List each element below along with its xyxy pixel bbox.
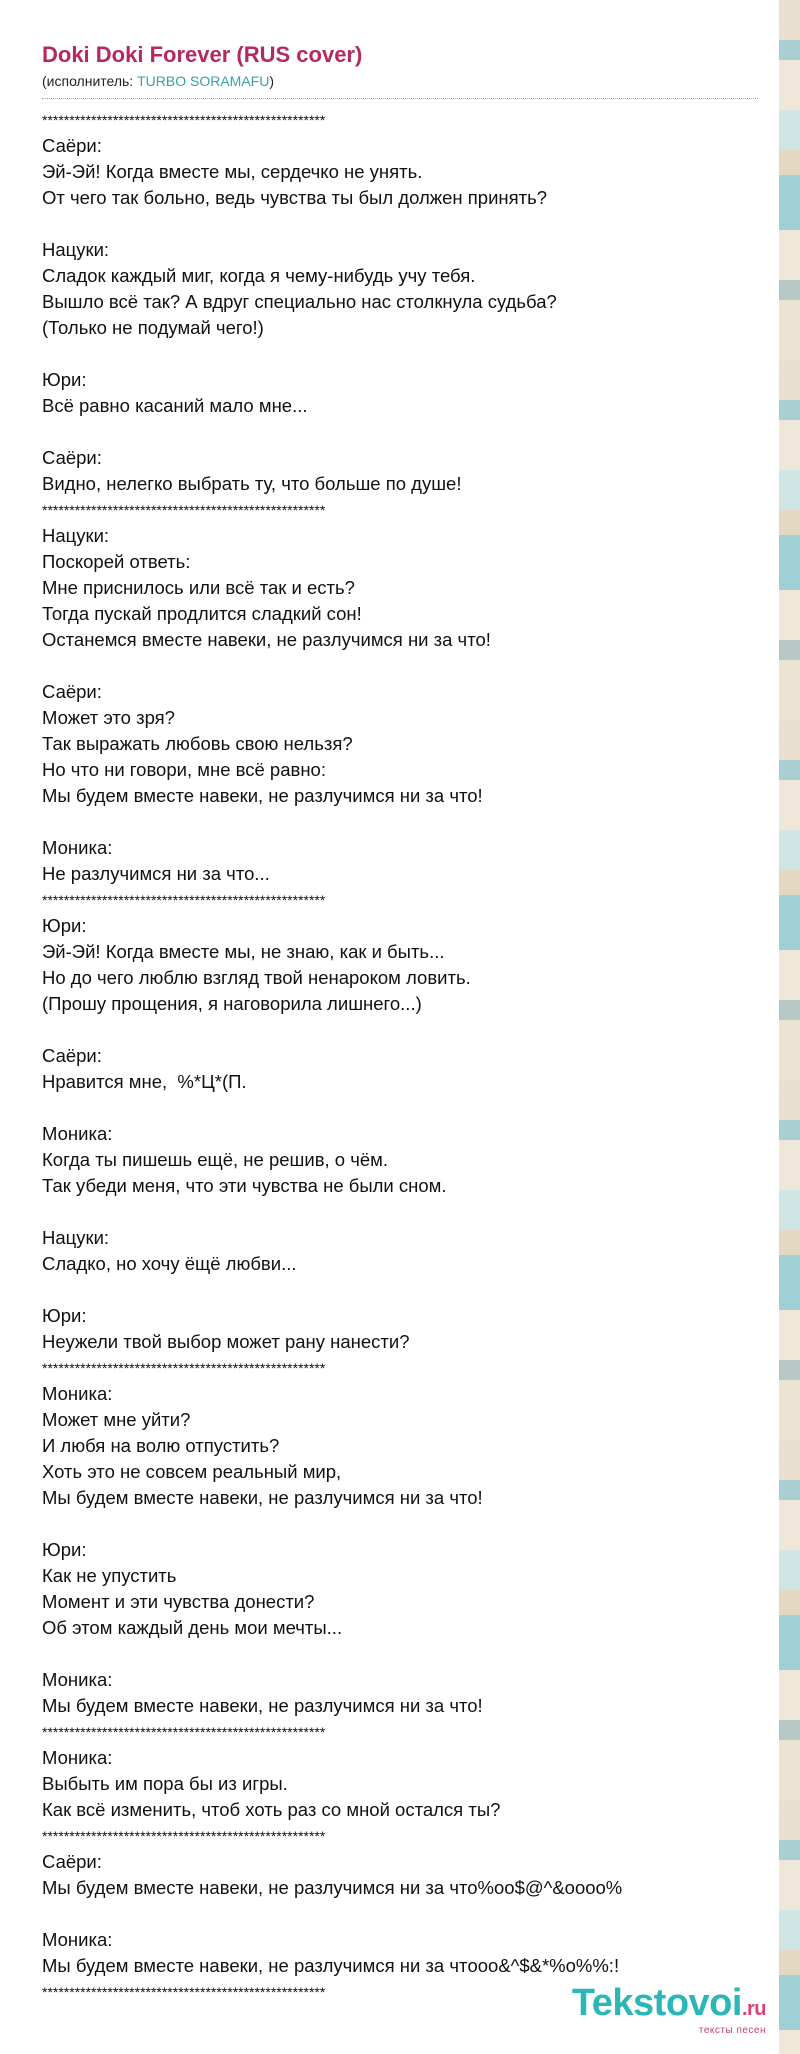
lyric-line: Неужели твой выбор может рану нанести? [42,1331,410,1352]
lyric-line: Как не упустить [42,1565,177,1586]
lyric-line: Нацуки: [42,525,110,546]
lyric-line: Саёри: [42,135,102,156]
artist-prefix: (исполнитель: [42,73,138,89]
lyric-line: Мы будем вместе навеки, не разлучимся ни за что%oo$@^&oooo% [42,1877,623,1898]
lyric-line: Юри: [42,915,87,936]
lyric-line: Моника: [42,1123,113,1144]
artist-line [42,72,779,90]
blank-line [42,1199,779,1225]
blank-line [42,1017,779,1043]
lyric-line: Как всё изменить, чтоб хоть раз со мной остался ты? [42,1799,501,1820]
lyric-line: Моника: [42,1747,113,1768]
lyric-line: Вышло всё так? А вдруг специально нас столкнула судьба? [42,291,557,312]
lyric-line: Нравится мне, %*Ц*(П. [42,1071,247,1092]
blank-line [42,1641,779,1667]
lyric-line: Юри: [42,1305,87,1326]
blank-line [42,1095,779,1121]
separator-line: **************************************************** [42,1724,326,1740]
lyric-line: Сладко, но хочу ёщё любви... [42,1253,297,1274]
lyric-line: Саёри: [42,1851,102,1872]
lyric-line: Нацуки: [42,1227,110,1248]
site-logo[interactable] [572,1983,766,2036]
lyric-line: Тогда пускай продлится сладкий сон! [42,603,362,624]
lyric-line: Моника: [42,1383,113,1404]
lyric-line: Останемся вместе навеки, не разлучимся ни за что! [42,629,491,650]
lyric-line: Мне приснилось или всё так и есть? [42,577,355,598]
lyric-line: Момент и эти чувства донести? [42,1591,315,1612]
lyric-line: Поскорей ответь: [42,551,191,572]
lyric-line: (Только не подумай чего!) [42,317,264,338]
separator-line: **************************************************** [42,502,326,518]
lyric-line: Моника: [42,1929,113,1950]
blank-line [42,1901,779,1927]
lyric-line: Мы будем вместе навеки, не разлучимся ни за что! [42,1487,483,1508]
artist-suffix: ) [269,73,274,89]
blank-line [42,211,779,237]
blank-line [42,341,779,367]
lyric-line: Юри: [42,1539,87,1560]
lyrics-text [42,107,779,2005]
lyric-line: Нацуки: [42,239,110,260]
title-divider [42,98,758,99]
lyric-line: Мы будем вместе навеки, не разлучимся ни за что! [42,1695,483,1716]
separator-line: **************************************************** [42,1984,326,2000]
logo-tld-text: .ru [741,1998,766,2020]
lyric-line: Может это зря? [42,707,175,728]
lyric-line: Выбыть им пора бы из игры. [42,1773,288,1794]
lyric-line: Мы будем вместе навеки, не разлучимся ни за чтooo&^$&*%o%%:! [42,1955,620,1976]
lyric-line: Мы будем вместе навеки, не разлучимся ни за что! [42,785,483,806]
separator-line: **************************************************** [42,112,326,128]
lyric-line: От чего так больно, ведь чувства ты был должен принять? [42,187,548,208]
lyric-line: Сладок каждый миг, когда я чему-нибудь учу тебя. [42,265,476,286]
lyric-line: Юри: [42,369,87,390]
lyric-line: Саёри: [42,681,102,702]
blank-line [42,653,779,679]
song-title: Doki Doki Forever (RUS cover) [42,42,363,67]
blank-line [42,1277,779,1303]
lyric-line: Хоть это не совсем реальный мир, [42,1461,342,1482]
separator-line: **************************************************** [42,1360,326,1376]
lyric-line: Когда ты пишешь ещё, не решив, о чём. [42,1149,389,1170]
separator-line: **************************************************** [42,892,326,908]
blank-line [42,1511,779,1537]
lyric-line: Но до чего люблю взгляд твой ненароком ловить. [42,967,471,988]
blank-line [42,419,779,445]
lyric-line: Но что ни говори, мне всё равно: [42,759,326,780]
lyric-line: Саёри: [42,1045,102,1066]
logo-tagline: тексты песен [698,2025,766,2036]
lyric-line: (Прошу прощения, я наговорила лишнего...) [42,993,422,1014]
separator-line: **************************************************** [42,1828,326,1844]
lyric-line: И любя на волю отпустить? [42,1435,280,1456]
lyric-line: Саёри: [42,447,102,468]
lyric-line: Всё равно касаний мало мне... [42,395,308,416]
lyric-line: Моника: [42,837,113,858]
lyric-line: Может мне уйти? [42,1409,191,1430]
lyric-line: Видно, нелегко выбрать ту, что больше по душе! [42,473,462,494]
lyric-line: Не разлучимся ни за что... [42,863,270,884]
artist-link[interactable]: TURBO SORAMAFU [137,73,270,89]
blank-line [42,809,779,835]
lyric-line: Эй-Эй! Когда вместе мы, не знаю, как и быть... [42,941,445,962]
lyric-line: Так убеди меня, что эти чувства не были сном. [42,1175,447,1196]
lyric-line: Об этом каждый день мои мечты... [42,1617,343,1638]
lyric-line: Моника: [42,1669,113,1690]
lyric-line: Так выражать любовь свою нельзя? [42,733,353,754]
logo-main-text: Tekstovoi [571,1982,742,2024]
lyric-line: Эй-Эй! Когда вместе мы, сердечко не унять. [42,161,423,182]
